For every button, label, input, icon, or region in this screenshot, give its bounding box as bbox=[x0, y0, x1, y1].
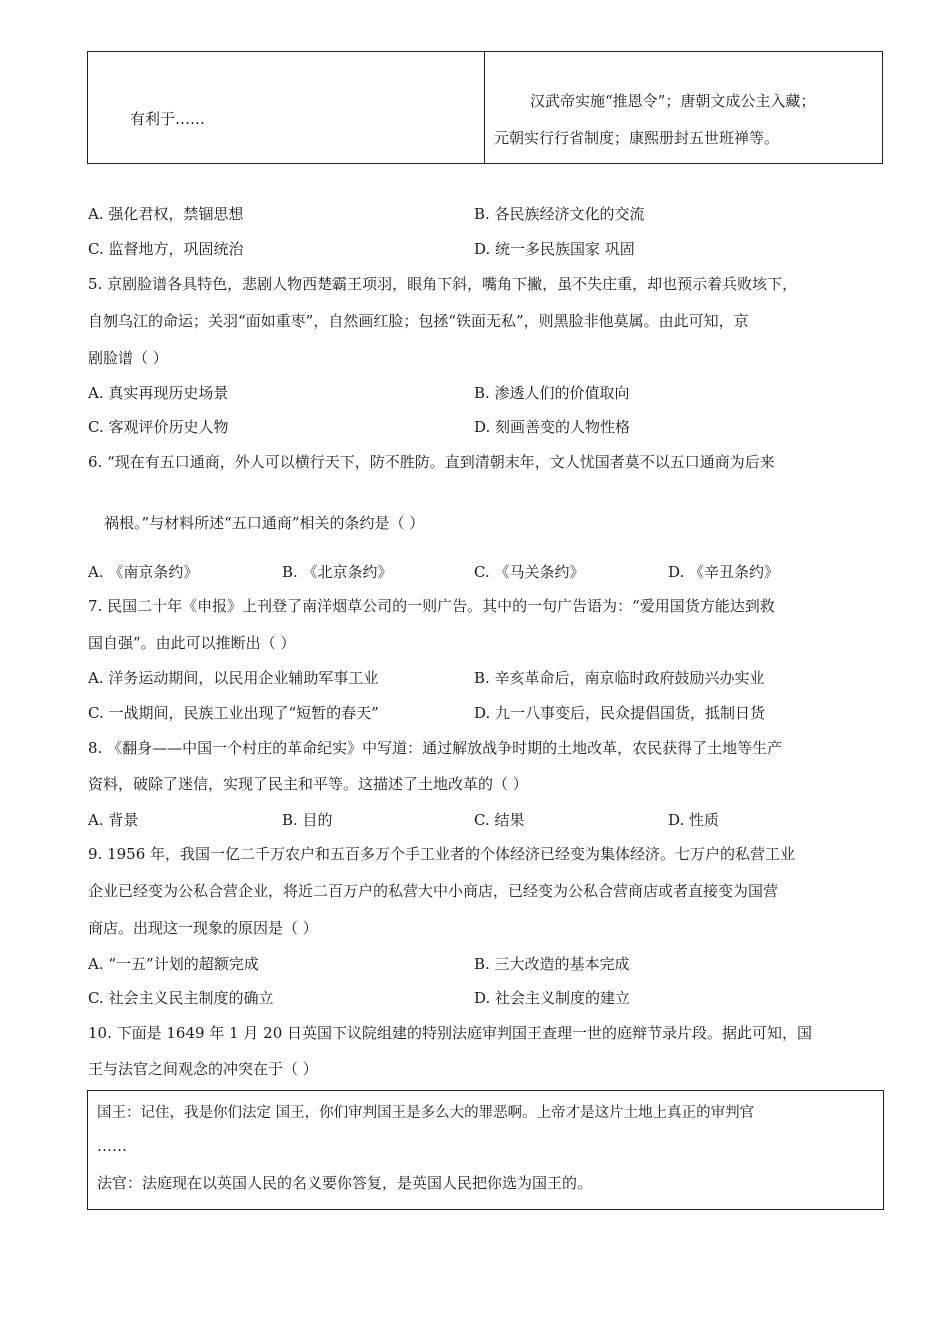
q10-box-line-2: …… bbox=[97, 1137, 127, 1155]
q5-stem-line-3: 剧脸谱（ ） bbox=[88, 349, 168, 367]
table-left-cell: 有利于…… bbox=[130, 110, 206, 128]
q5-stem-line-2: 自刎乌江的命运；关羽“面如重枣”，自然画红脸；包拯“铁面无私”，则黑脸非他莫属。由此可知，京 bbox=[88, 312, 749, 330]
q7-stem-line-2: 国自强”。由此可以推断出（ ） bbox=[88, 634, 296, 652]
q10-stem-line-2: 王与法官之间观念的冲突在于（ ） bbox=[88, 1060, 318, 1078]
q7-stem-line-1: 7. 民国二十年《申报》上刊登了南洋烟草公司的一则广告。其中的一句广告语为：“爱用国货方能达到救 bbox=[88, 597, 775, 615]
q10-stem-line-1: 10. 下面是 1649 年 1 月 20 日英国下议院组建的特别法庭审判国王查理一世的庭辩节录片段。据此可知，国 bbox=[88, 1024, 813, 1042]
q9-option-b: B. 三大改造的基本完成 bbox=[474, 955, 630, 973]
q8-option-d: D. 性质 bbox=[668, 811, 720, 829]
q8-option-a: A. 背景 bbox=[88, 811, 139, 829]
q9-stem-line-2: 企业已经变为公私合营企业，将近二百万户的私营大中小商店，已经变为公私合营商店或者直接变为国营 bbox=[88, 882, 779, 900]
q9-option-d: D. 社会主义制度的建立 bbox=[474, 989, 631, 1007]
q4-option-c: C. 监督地方，巩固统治 bbox=[88, 240, 244, 258]
q7-option-d: D. 九一八事变后，民众提倡国货，抵制日货 bbox=[474, 704, 766, 722]
q5-stem-line-1: 5. 京剧脸谱各具特色，悲剧人物西楚霸王项羽，眼角下斜，嘴角下撇，虽不失庄重，却也预示着兵败垓下， bbox=[88, 275, 798, 293]
q7-option-b: B. 辛亥革命后，南京临时政府鼓励兴办实业 bbox=[474, 669, 765, 687]
q8-option-b: B. 目的 bbox=[282, 811, 333, 829]
q6-option-b: B. 《北京条约》 bbox=[282, 563, 393, 581]
q5-option-b: B. 渗透人们的价值取向 bbox=[474, 384, 630, 402]
q10-box-line-3: 法官：法庭现在以英国人民的名义要你答复，是英国人民把你选为国王的。 bbox=[97, 1174, 593, 1192]
q9-stem-line-1: 9. 1956 年，我国一亿二千万农户和五百多万个手工业者的个体经济已经变为集体经济。七万户的私营工业 bbox=[88, 845, 796, 863]
q5-option-c: C. 客观评价历史人物 bbox=[88, 418, 229, 436]
table-right-line-1: 汉武帝实施“推恩令”；唐朝文成公主入藏； bbox=[530, 92, 816, 110]
q4-option-d: D. 统一多民族国家 巩固 bbox=[474, 240, 635, 258]
q6-option-a: A. 《南京条约》 bbox=[88, 563, 199, 581]
q6-option-c: C. 《马关条约》 bbox=[474, 563, 585, 581]
q8-option-c: C. 结果 bbox=[474, 811, 525, 829]
q9-option-a: A. “一五”计划的超额完成 bbox=[88, 955, 259, 973]
q7-option-c: C. 一战期间，民族工业出现了“短暂的春天” bbox=[88, 704, 379, 722]
q9-option-c: C. 社会主义民主制度的确立 bbox=[88, 989, 274, 1007]
q4-option-b: B. 各民族经济文化的交流 bbox=[474, 205, 645, 223]
q6-stem-line-2: 祸根。”与材料所述“五口通商”相关的条约是（ ） bbox=[104, 514, 425, 532]
q5-option-a: A. 真实再现历史场景 bbox=[88, 384, 229, 402]
q6-option-d: D. 《辛丑条约》 bbox=[668, 563, 780, 581]
q9-stem-line-3: 商店。出现这一现象的原因是（ ） bbox=[88, 919, 318, 937]
q8-stem-line-2: 资料，破除了迷信，实现了民主和平等。这描述了土地改革的（ ） bbox=[88, 775, 528, 793]
table-divider bbox=[484, 51, 485, 163]
q6-stem-line-1: 6. “现在有五口通商，外人可以横行天下，防不胜防。直到清朝末年，文人忧国者莫不以五口通商为后来 bbox=[88, 453, 775, 471]
table-right-line-2: 元朝实行行省制度；康熙册封五世班禅等。 bbox=[494, 129, 780, 147]
q8-stem-line-1: 8. 《翻身——中国一个村庄的革命纪实》中写道：通过解放战争时期的土地改革，农民获得了土地等生产 bbox=[88, 739, 783, 757]
q5-option-d: D. 刻画善变的人物性格 bbox=[474, 418, 631, 436]
q4-option-a: A. 强化君权，禁锢思想 bbox=[88, 205, 244, 223]
q7-option-a: A. 洋务运动期间，以民用企业辅助军事工业 bbox=[88, 669, 379, 687]
q10-box-line-1: 国王：记住，我是你们法定 国王，你们审判国王是多么大的罪恶啊。上帝才是这片土地上真正的审判官 bbox=[97, 1105, 755, 1121]
